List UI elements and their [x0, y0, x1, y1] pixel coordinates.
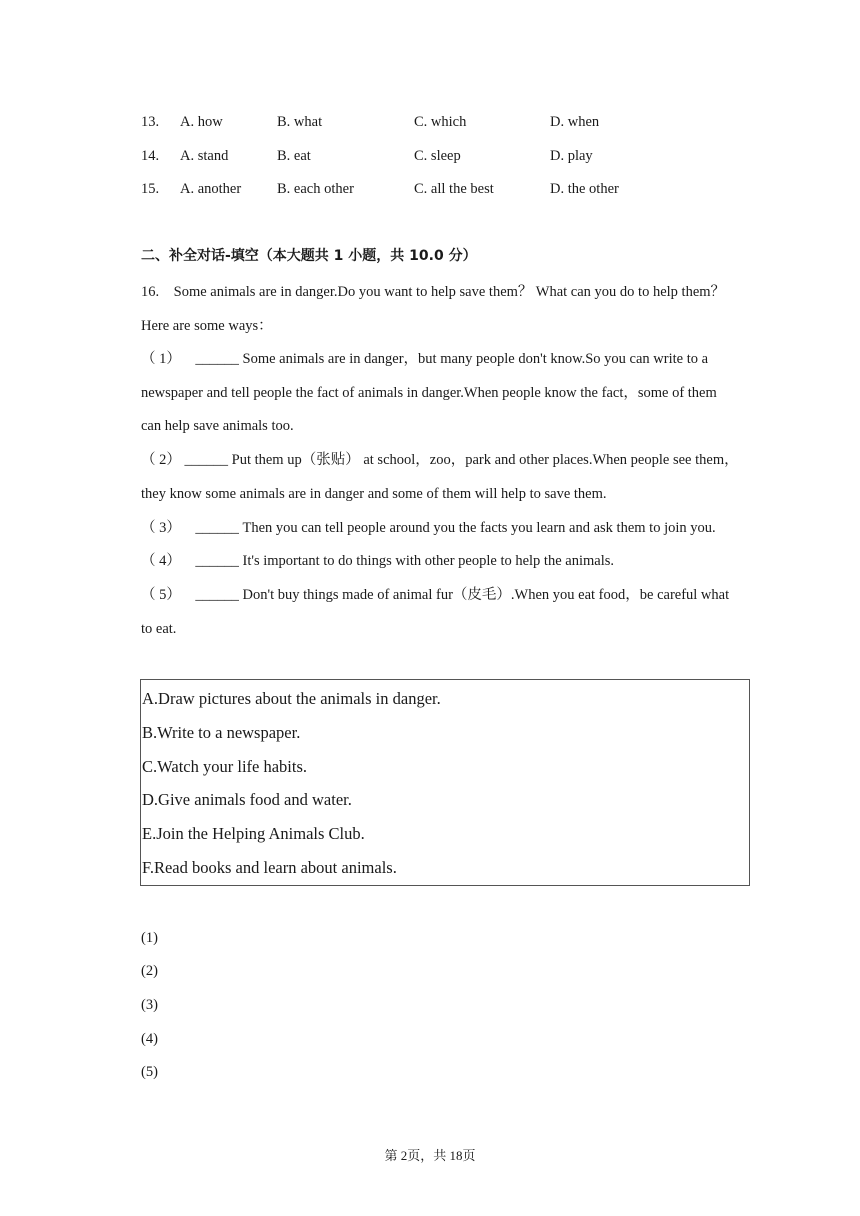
question-number: 13. — [141, 114, 160, 130]
answer-line-5: (5) — [141, 1064, 158, 1080]
option-c: C. sleep — [414, 148, 461, 164]
option-item: E.Join the Helping Animals Club. — [142, 824, 365, 843]
option-b: B. eat — [277, 148, 311, 164]
passage-line: （ 3） ______ Then you can tell people around you the facts you learn and ask them to join you. — [141, 520, 716, 536]
option-box — [140, 679, 750, 886]
passage-line: （ 4） ______ It's important to do things with other people to help the animals. — [141, 553, 614, 569]
passage-line: 16. Some animals are in danger.Do you want to help save them？ What can you do to help them？ — [141, 284, 726, 300]
option-item: B.Write to a newspaper. — [142, 723, 301, 742]
passage-line: newspaper and tell people the fact of animals in danger.When people know the fact，some of them — [141, 385, 717, 401]
option-d: D. the other — [550, 181, 619, 197]
option-item: F.Read books and learn about animals. — [142, 858, 397, 877]
passage-line: （ 1） ______ Some animals are in danger，but many people don't know.So you can write to a — [141, 351, 709, 367]
option-c: C. which — [414, 114, 467, 130]
option-a: A. how — [180, 114, 223, 130]
option-a: A. another — [180, 181, 242, 197]
passage-line: （ 2） ______ Put them up（张贴） at school，zoo，park and other places.When people see them， — [141, 452, 739, 468]
option-b: B. what — [277, 114, 323, 130]
question-number: 15. — [141, 181, 160, 197]
passage-line: Here are some ways： — [141, 318, 273, 334]
question-number: 14. — [141, 148, 160, 164]
passage-line: they know some animals are in danger and some of them will help to save them. — [141, 486, 607, 502]
answer-line-1: (1) — [141, 930, 158, 946]
passage-line: （ 5） ______ Don't buy things made of animal fur（皮毛）.When you eat food，be careful what — [141, 587, 730, 603]
section-title: 二、补全对话-填空（本大题共 1 小题，共 10.0 分） — [141, 248, 477, 264]
page-footer: 第 2页，共 18页 — [384, 1148, 476, 1163]
answer-line-4: (4) — [141, 1031, 158, 1047]
option-d: D. when — [550, 114, 600, 130]
option-c: C. all the best — [414, 181, 494, 197]
option-b: B. each other — [277, 181, 354, 197]
option-item: D.Give animals food and water. — [142, 790, 352, 809]
answer-line-2: (2) — [141, 963, 158, 979]
option-item: A.Draw pictures about the animals in danger. — [142, 689, 441, 708]
option-a: A. stand — [180, 148, 229, 164]
option-d: D. play — [550, 148, 593, 164]
passage-line: to eat. — [141, 621, 177, 637]
passage-line: can help save animals too. — [141, 418, 294, 434]
answer-line-3: (3) — [141, 997, 158, 1013]
option-item: C.Watch your life habits. — [142, 757, 308, 776]
